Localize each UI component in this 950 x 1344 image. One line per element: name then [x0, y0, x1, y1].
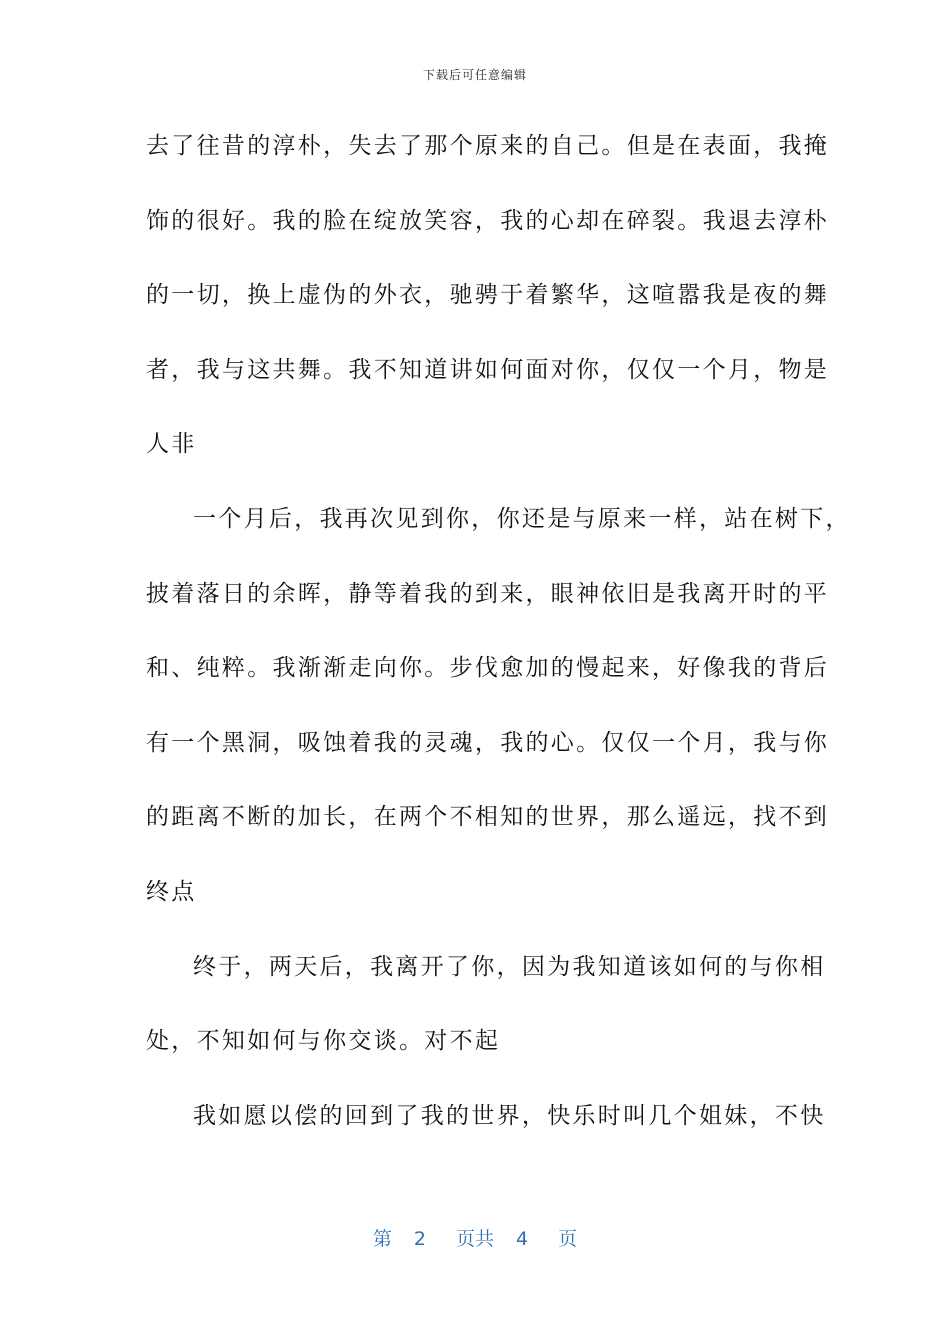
footer-suffix: 页: [558, 1228, 578, 1250]
text-line: 去了往昔的淳朴，失去了那个原来的自己。但是在表面，我掩: [146, 133, 830, 159]
text-line: 处，不知如何与你交谈。对不起: [146, 1028, 501, 1055]
text-line: 的距离不断的加长，在两个不相知的世界，那么遥远，找不到: [146, 804, 830, 831]
footer-total-pages: 4: [516, 1228, 529, 1250]
paragraph-start-line: 一个月后，我再次见到你，你还是与原来一样，站在树下，: [193, 505, 851, 532]
footer-middle: 页共: [455, 1228, 494, 1250]
text-line: 的一切，换上虚伪的外衣，驰骋于着繁华，这喧嚣我是夜的舞: [146, 282, 830, 309]
text-line: 有一个黑洞，吸蚀着我的灵魂，我的心。仅仅一个月，我与你: [146, 729, 830, 756]
footer-page-number: 2: [413, 1228, 426, 1250]
text-line: 和、纯粹。我渐渐走向你。步伐愈加的慢起来，好像我的背后: [146, 655, 830, 682]
text-line: 者，我与这共舞。我不知道讲如何面对你，仅仅一个月，物是: [146, 356, 830, 383]
text-line: 终点: [146, 878, 197, 905]
text-line: 饰的很好。我的脸在绽放笑容，我的心却在碎裂。我退去淳朴: [146, 207, 830, 234]
text-line: 披着落日的余晖，静等着我的到来，眼神依旧是我离开时的平: [146, 580, 830, 607]
page-header: 下载后可任意编辑: [422, 68, 527, 82]
document-body: [146, 118, 851, 1162]
paragraph-start-line: 我如愿以偿的回到了我的世界，快乐时叫几个姐妹，不快: [193, 1102, 826, 1129]
footer-prefix: 第: [372, 1228, 392, 1250]
paragraph-start-line: 终于，两天后，我离开了你，因为我知道该如何的与你相: [193, 953, 826, 980]
page-footer: [0, 1224, 950, 1251]
text-line: 人非: [146, 431, 197, 458]
